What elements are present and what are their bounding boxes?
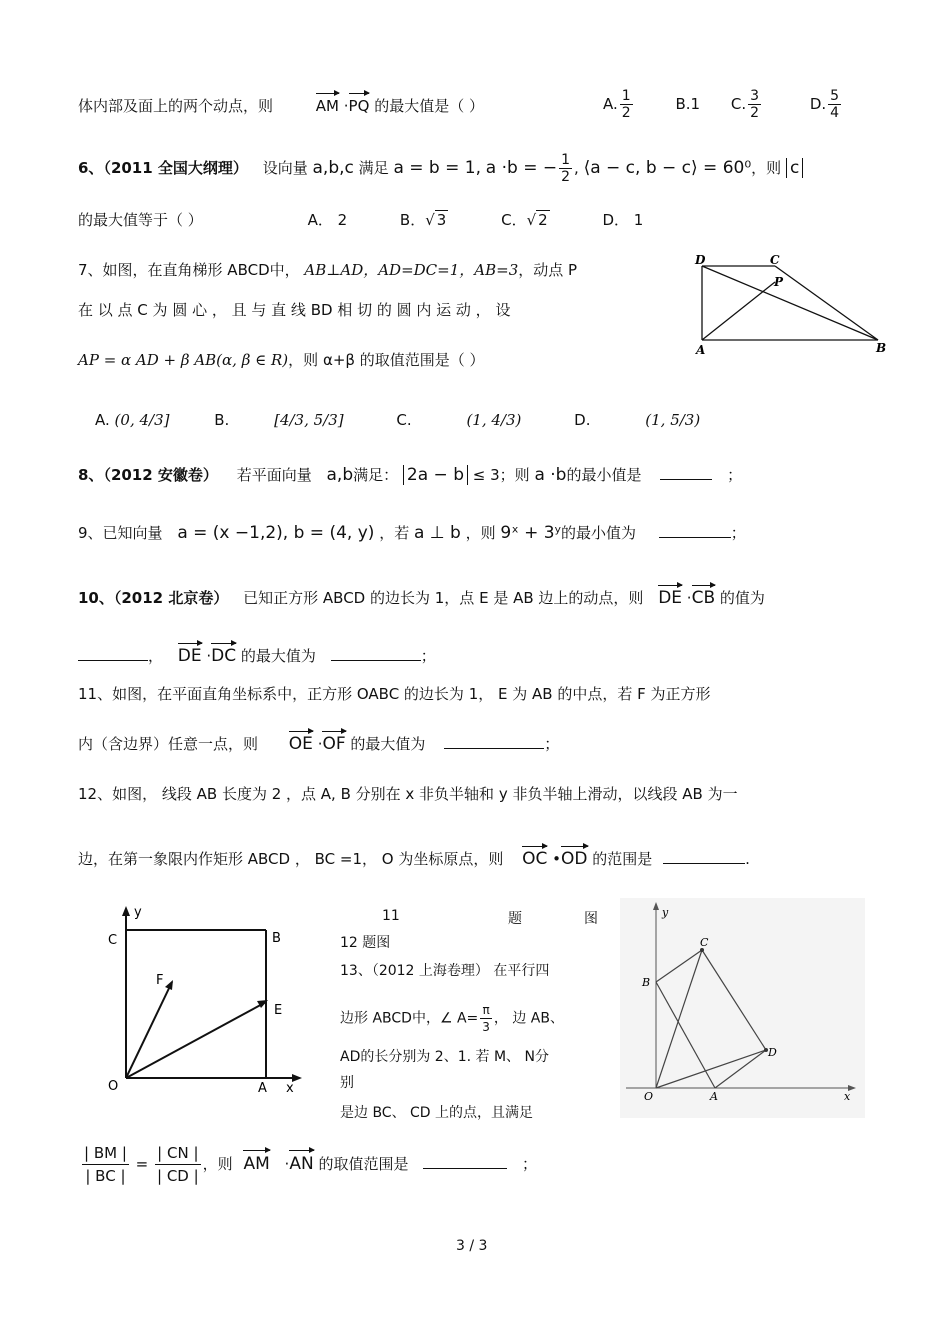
- q5-opt-a-frac: $\frac{1}{2}$: [621, 88, 631, 121]
- q12-vec-od: OD: [561, 845, 587, 869]
- q6-vectors: a,b,c: [312, 158, 354, 178]
- q8-condition: 2a − b: [403, 465, 468, 485]
- q11-label-x: x: [286, 1081, 294, 1096]
- q11-line2: 内（含边界）任意一点，则 OE ·OF 的最大值为 ；: [78, 730, 559, 754]
- q13-line3: AD的长分别为 2、1. 若 M、 N分: [340, 1049, 549, 1065]
- q6-cond2-frac: $\frac{1}{2}$: [561, 152, 571, 185]
- q8-vectors: a,b: [326, 465, 354, 485]
- q13-text-b: ， 边 AB、: [493, 1010, 564, 1027]
- q8-text-c: ≤ 3；则: [472, 466, 530, 484]
- q10-source: （2012 北京卷）: [113, 589, 229, 607]
- q6-opt-c: C．: [501, 211, 527, 229]
- q10-answer-blank-1[interactable]: [78, 646, 148, 661]
- q10-vec-de-2: DE: [178, 642, 202, 666]
- q13-vec-am: AM: [243, 1149, 269, 1175]
- q8-end: ；: [727, 466, 743, 484]
- q11-vec-of: OF: [322, 730, 345, 754]
- q7-trapezoid-figure: [690, 252, 895, 362]
- q10-text-c: 的最大值为: [240, 647, 316, 665]
- q10-vec-dc: DC: [211, 642, 236, 666]
- q7-options: [95, 410, 700, 430]
- page-number: 3 / 3: [456, 1238, 488, 1254]
- q5-line: 体内部及面上的两个动点，则 AM ·PQ 的最大值是（ ）: [78, 92, 484, 116]
- q6-opt-b-sqrt: √ 3: [425, 211, 447, 229]
- q12-text-c: 的范围是: [592, 850, 653, 868]
- q11-label-a: A: [258, 1081, 267, 1096]
- q6-opt-c-sqrt: √ 2: [526, 211, 548, 229]
- q6-opt-b: B．: [399, 211, 426, 229]
- q8-text: 若平面向量: [236, 466, 312, 484]
- q8-source: （2012 安徽卷）: [103, 466, 218, 484]
- q12-vec-oc: OC: [522, 845, 547, 869]
- q7-opt-a: (0, 4/3]: [114, 411, 170, 429]
- q7-label-b: B: [876, 341, 887, 355]
- q7-line3: [78, 350, 485, 370]
- q7-label-d: D: [695, 253, 706, 267]
- q13-text-c: ，则: [202, 1155, 233, 1173]
- q11-label-b: B: [272, 931, 281, 946]
- q13-text-d: 的取值范围是: [318, 1155, 409, 1173]
- q12-label-c: C: [700, 936, 709, 949]
- q7-opt-c: (1, 4/3): [466, 411, 522, 429]
- q8-line: 8、（2012 安徽卷） 若平面向量 a,b满足： 2a − b ≤ 3；则 a ·b的最小值是 ；: [78, 465, 743, 485]
- q13-end: ；: [522, 1155, 538, 1173]
- q11-label-o: O: [108, 1079, 119, 1094]
- q6-line1: 6、（2011 全国大纲理） 设向量 a,b,c 满足 a = b = 1, a ·b = − $\frac{1}{2}$ , ⟨a − c, b − c⟩ = 60⁰，则 c: [78, 152, 803, 185]
- q7-opt-b: [4/3, 5/3]: [274, 411, 344, 429]
- q12-answer-blank[interactable]: [663, 849, 745, 864]
- q11-label-e: E: [274, 1003, 283, 1018]
- figure-caption-11: 11: [382, 908, 400, 924]
- q7-segment-ap: [702, 282, 775, 340]
- q11-text-b: 内（含边界）任意一点，则: [78, 735, 259, 753]
- q8-text-d: 的最小值是: [566, 466, 642, 484]
- q5-opt-d-frac: $\frac{5}{4}$: [830, 88, 840, 121]
- q8-answer-blank[interactable]: [660, 465, 712, 480]
- q5-options: [603, 88, 843, 121]
- q9-text-b: ，若: [379, 524, 410, 542]
- q9-line: [78, 523, 746, 543]
- q6-abs-c: c: [786, 158, 803, 178]
- q7-line2: 在 以 点 C 为 圆 心 ， 且 与 直 线 BD 相 切 的 圆 内 运 动 ， 设: [78, 301, 511, 319]
- q7-opt-d-label: D.: [574, 411, 591, 429]
- q13-frac-bm-bc: $\frac{| BM |}{| BC |}$: [84, 1144, 127, 1185]
- q12-label-o: O: [644, 1090, 654, 1103]
- q6-opt-d: D． 1: [602, 211, 644, 229]
- q12-rectangle-figure: [620, 898, 865, 1118]
- q10-vec-de: DE: [658, 584, 682, 608]
- q9-text-c: ，则: [465, 524, 496, 542]
- q13-vec-an: AN: [289, 1149, 313, 1175]
- q6-source: （2011 全国大纲理）: [103, 159, 248, 177]
- q10-answer-blank-2[interactable]: [331, 646, 421, 661]
- q5-opt-a: A.: [603, 95, 618, 113]
- q10-end: ；: [420, 647, 436, 665]
- q10-line1: 10、（2012 北京卷） 已知正方形 ABCD 的边长为 1，点 E 是 AB 边上的动点，则 DE ·CB 的值为: [78, 584, 765, 608]
- q12-line1: [78, 784, 738, 804]
- q12-line2: 边，在第一象限内作矩形 ABCD ， BC =1， O 为坐标原点，则 OC •OD 的范围是 .: [78, 845, 750, 869]
- q12-text-b: 边，在第一象限内作矩形 ABCD ， BC =1， O 为坐标原点，则: [78, 850, 504, 868]
- q5-opt-c: C.: [730, 95, 747, 113]
- q13-line2: [340, 1002, 564, 1035]
- q7-text-c: ，则 α+β 的取值范围是（ ）: [288, 351, 485, 369]
- q13-line1: 13、（2012 上海卷理） 在平行四: [340, 963, 550, 979]
- q9-text-d: 的最小值为: [560, 524, 636, 542]
- q9-answer-blank[interactable]: [659, 523, 731, 538]
- q7-condition: AB⊥AD，AD=DC=1，AB=3: [304, 261, 519, 279]
- q7-opt-c-label: C.: [396, 411, 412, 429]
- q12-label-a: A: [710, 1090, 718, 1103]
- q8-number: 8、: [78, 466, 104, 484]
- q10-text: 已知正方形 ABCD 的边长为 1，点 E 是 AB 边上的动点，则: [243, 589, 644, 607]
- q11-label-y: y: [134, 905, 142, 920]
- q5-opt-c-frac: $\frac{3}{2}$: [750, 88, 760, 121]
- q5-opt-b: B.1: [675, 95, 701, 113]
- q9-expression-2: 9ˣ + 3ʸ: [500, 523, 561, 543]
- q6-cond1: a = b = 1,: [393, 158, 481, 178]
- q11-y-arrow: [122, 906, 130, 916]
- q11-line1: [78, 684, 711, 704]
- q5-text-b: 的最大值是（ ）: [374, 97, 484, 115]
- q12-end: .: [745, 850, 750, 868]
- figure-caption-11-b: 题: [508, 911, 522, 927]
- q9-expression: a = (x −1,2), b = (4, y): [177, 523, 375, 543]
- q10-vec-cb: CB: [692, 584, 716, 608]
- q9-text: 9、已知向量: [78, 524, 163, 542]
- q13-text: 边形 ABCD中，∠ A=: [340, 1010, 479, 1027]
- q11-text-c: 的最大值为: [350, 735, 426, 753]
- q13-angle-frac: $\frac{\pi}{3}$: [482, 1003, 490, 1034]
- q5-vec-am: AM: [316, 92, 339, 116]
- q13-line5: 是边 BC、 CD 上的点，且满足: [340, 1105, 534, 1121]
- q6-opt-a: A． 2: [307, 211, 348, 229]
- q9-perpendicular: a ⊥ b: [413, 523, 461, 543]
- q13-last-line: $\frac{| BM |}{| BC |}$ = $\frac{| CN |}{| CD |}$ ，则 AM ·AN 的取值范围是 ；: [84, 1144, 538, 1185]
- q11-vector-of: [126, 982, 172, 1078]
- q11-square-figure: [100, 900, 310, 1100]
- q11-of-arrow: [165, 980, 173, 990]
- q12-label-b: B: [642, 976, 651, 989]
- q12-text: 12、如图， 线段 AB 长度为 2 ，点 A, B 分别在 x 非负半轴和 y 非负半轴上滑动，以线段 AB 为一: [78, 785, 738, 803]
- q6-cond2: a ·b = −: [485, 158, 558, 178]
- q13-frac-cn-cd: $\frac{| CN |}{| CD |}$: [157, 1144, 199, 1185]
- q5-vec-pq: PQ: [349, 92, 370, 116]
- q5-opt-d: D.: [809, 95, 827, 113]
- figure-caption-12: 12 题图: [340, 935, 391, 951]
- q11-end: ；: [544, 735, 560, 753]
- q7-label-a: A: [696, 343, 706, 357]
- q12-label-d: D: [768, 1046, 777, 1059]
- q11-answer-blank[interactable]: [444, 734, 544, 749]
- q7-text: 7、如图，在直角梯形 ABCD中，: [78, 261, 300, 279]
- q10-number: 10、: [78, 589, 114, 607]
- q12-label-x: x: [844, 1090, 851, 1103]
- q6-cond3: ⟨a − c, b − c⟩ = 60⁰: [583, 158, 752, 178]
- q10-line2: ， DE ·DC 的最大值为 ；: [78, 642, 436, 666]
- q8-text-b: 满足：: [353, 466, 399, 484]
- q6-line2: [78, 210, 643, 230]
- q7-expression: AP = α AD + β AB(α, β ∈ R): [78, 351, 289, 369]
- q7-text-b: ，动点 P: [518, 261, 578, 279]
- q7-opt-b-label: B.: [214, 411, 230, 429]
- q11-label-f: F: [156, 973, 164, 988]
- q7-opt-a-label: A.: [95, 411, 110, 429]
- q11-text: 11、如图，在平面直角坐标系中，正方形 OABC 的边长为 1， E 为 AB 的中点，若 F 为正方形: [78, 685, 711, 703]
- q11-vector-oe: [126, 1002, 266, 1078]
- q7-line1: [78, 260, 577, 280]
- q5-text: 体内部及面上的两个动点，则: [78, 97, 274, 115]
- q13-answer-blank[interactable]: [423, 1154, 507, 1169]
- q7-label-c: C: [770, 253, 780, 267]
- q9-end: ；: [730, 524, 746, 542]
- q7-opt-d: (1, 5/3): [645, 411, 701, 429]
- q6-text-b: 满足: [358, 159, 389, 177]
- q12-label-y: y: [662, 906, 669, 919]
- q6-number: 6、: [78, 159, 104, 177]
- q11-label-c: C: [108, 933, 118, 948]
- q6-text-c: ，则: [751, 159, 782, 177]
- q7-label-p: P: [774, 275, 784, 289]
- q10-text-b: 的值为: [719, 589, 765, 607]
- q6-line2-text: 的最大值等于（ ）: [78, 211, 203, 229]
- q11-vec-oe: OE: [289, 730, 313, 754]
- figure-caption-11-c: 图: [584, 911, 598, 927]
- q13-line4: 别: [340, 1075, 354, 1091]
- q6-text: 设向量: [262, 159, 308, 177]
